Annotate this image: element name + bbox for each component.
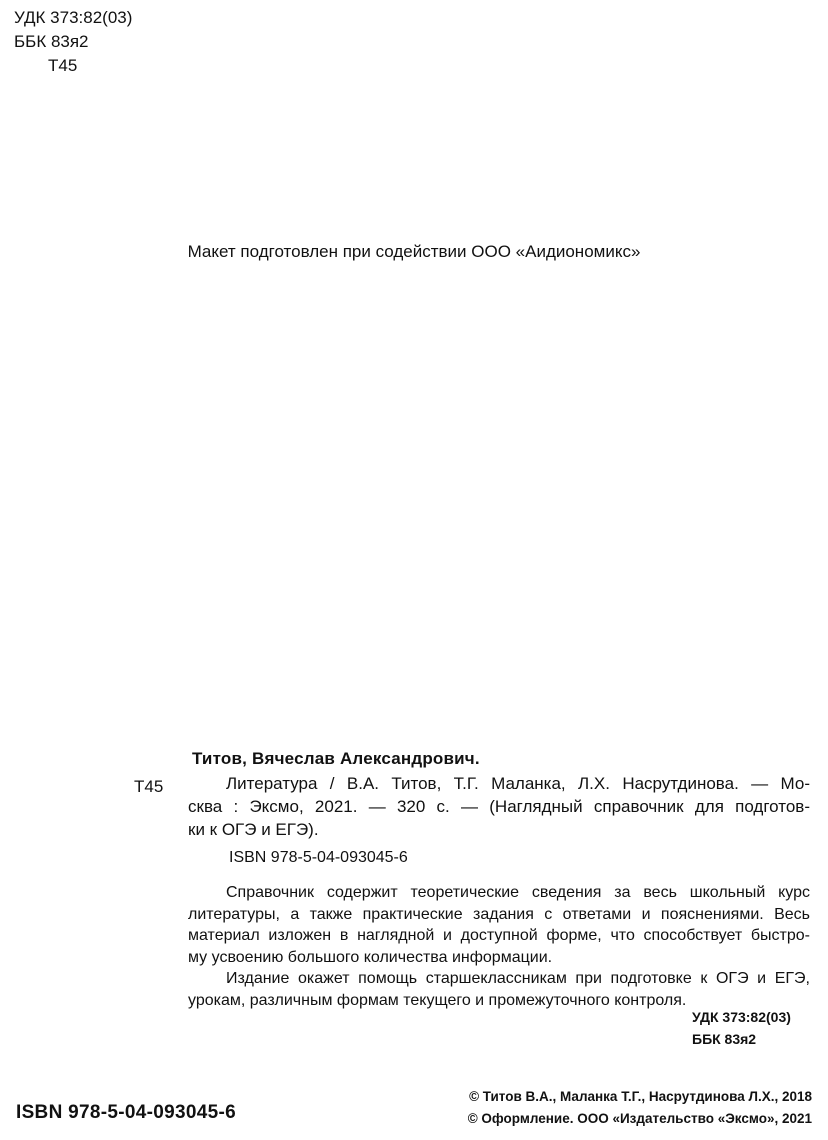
top-bbk-code: ББК 83я2 (14, 32, 89, 51)
biblio-line: Литература / В.А. Титов, Т.Г. Маланка, Л.Х. Насрутдинова. — Мо- (226, 774, 810, 793)
author-heading: Титов, Вячеслав Александрович. (192, 749, 480, 768)
annotation (188, 882, 810, 1011)
annotation-line: му усвоению большого количества информации. (188, 948, 553, 966)
copyright-authors: © Титов В.А., Маланка Т.Г., Насрутдинова Л.Х., 2018 (469, 1089, 812, 1104)
biblio-line: сква : Эксмо, 2021. — 320 с. — (Наглядный справочник для подготов- (188, 797, 810, 816)
right-bbk-code: ББК 83я2 (692, 1031, 757, 1047)
isbn-inline: ISBN 978-5-04-093045-6 (229, 849, 408, 866)
layout-credit: Макет подготовлен при содействии ООО «Аидиономикс» (187, 242, 641, 261)
right-udk-code: УДК 373:82(03) (692, 1009, 791, 1025)
bibliographic-description (188, 772, 810, 841)
copyright-design: © Оформление. ООО «Издательство «Эксмо», 2021 (467, 1111, 812, 1126)
isbn-bottom: ISBN 978-5-04-093045-6 (16, 1102, 236, 1123)
top-udk-code: УДК 373:82(03) (14, 8, 133, 27)
annotation-line: литературы, а также практические задания с ответами и пояснениями. Весь (188, 905, 810, 923)
annotation-line: Издание окажет помощь старшеклассникам при подготовке к ОГЭ и ЕГЭ, (226, 970, 810, 987)
annotation-line: Справочник содержит теоретические сведения за весь школьный курс (226, 884, 810, 901)
annotation-line: урокам, различным формам текущего и промежуточного контроля. (188, 991, 687, 1009)
annotation-line: материал изложен в наглядной и доступной форме, что способствует быстро- (188, 927, 810, 944)
copyright-block (418, 1086, 812, 1130)
top-classification-codes (14, 6, 132, 78)
right-classification-codes (692, 1006, 791, 1050)
top-author-mark: Т45 (48, 56, 78, 75)
biblio-line: ки к ОГЭ и ЕГЭ). (188, 820, 319, 839)
author-mark: Т45 (134, 777, 164, 796)
